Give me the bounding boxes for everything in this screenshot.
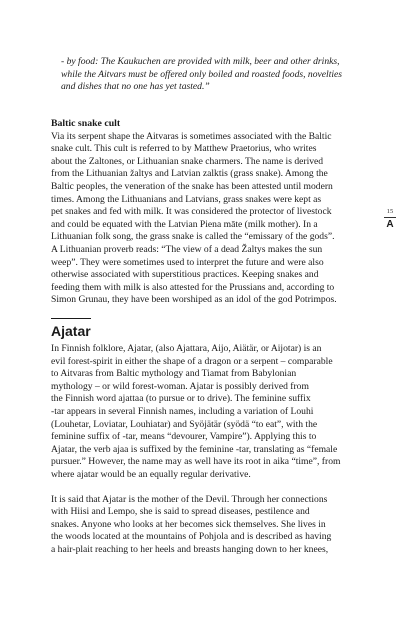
body-line: a hair-plait reaching to her heels and breasts hanging down to her knees, [51, 543, 329, 555]
quote-line: and dishes that no one has yet tasted.” [61, 81, 210, 93]
body-line: Ajatar, the verb ajaa is suffixed by the feminine -tar, translating as “female [51, 443, 338, 455]
body-line: pursuer.” However, the name may as well have its root in aika “time”, from [51, 456, 341, 468]
body-line: the woods located at the mountains of Pohjola and is described as having [51, 531, 332, 543]
body-line: with Hiisi and Lempo, she is said to spread diseases, pestilence and [51, 506, 310, 518]
body-line: weep”. They were sometimes used to interpret the future and were also [51, 256, 324, 268]
snake-cult-section [51, 118, 373, 307]
body-line: evil forest-spirit in either the shape of a dragon or a serpent – comparable [51, 355, 333, 367]
body-line: (Louhetar, Loviatar, Louhiatar) and Syöjätär (syödä “to eat”, with the [51, 418, 318, 430]
body-line: the Finnish word ajattaa (to pursue or to drive). The feminine suffix [51, 393, 311, 405]
body-line: A Lithuanian proverb reads: “The view of a dead Žaltys makes the sun [51, 243, 323, 255]
section-divider [51, 318, 91, 319]
body-line: snakes. Anyone who looks at her becomes sick themselves. She lives in [51, 518, 326, 530]
page-number: 15 [386, 208, 394, 215]
ajatar-title: Ajatar [51, 323, 91, 339]
snake-cult-heading: Baltic snake cult [51, 118, 121, 129]
body-line: where ajatar would be an equally regular derivative. [51, 468, 251, 480]
body-line: -tar appears in several Finnish names, including a variation of Louhi [51, 405, 314, 417]
body-line: In Finnish folklore, Ajatar, (also Ajattara, Aijo, Aiätär, or Aijotar) is an [51, 343, 322, 354]
body-line: otherwise associated with superstitious practices. Keeping snakes and [51, 269, 319, 281]
quote-block [61, 56, 373, 94]
body-line: feminine suffix of -tar, means “devourer, Vampire”). Applying this to [51, 431, 317, 443]
thumb-divider [384, 217, 396, 218]
body-line: feeding them with milk is also attested for the Prussians and, according to [51, 281, 335, 293]
body-line: mythology – or wild forest-woman. Ajatar is possibly derived from [51, 380, 309, 392]
body-line: It is said that Ajatar is the mother of the Devil. Through her connections [51, 493, 328, 505]
body-line: from the Lithuanian žaltys and Latvian zalktis (grass snake). Among the [51, 168, 328, 180]
body-line: to Aitvaras from Baltic mythology and Tiamat from Babylonian [51, 368, 297, 380]
ajatar-paragraph-1 [51, 343, 373, 482]
body-line: and could be equated with the Latvian Piena māte (milk mother). In a [51, 218, 318, 230]
body-line: pet snakes and fed with milk. It was considered the protector of livestock [51, 206, 332, 218]
thumb-index [383, 208, 397, 230]
body-line: Baltic peoples, the veneration of the snake has been attested until modern [51, 180, 333, 192]
quote-line: while the Aitvars must be offered only boiled and roasted foods, novelties [61, 68, 343, 80]
body-line: times. Among the Lithuanians and Latvians, grass snakes were kept as [51, 193, 322, 205]
ajatar-paragraph-2 [51, 494, 373, 557]
ajatar-section [51, 343, 373, 557]
body-line: Simon Grunau, they have been worshiped as an idol of the god Potrimpos. [51, 294, 337, 306]
body-line: Lithuanian folk song, the grass snake is called the “emissary of the gods”. [51, 231, 335, 243]
body-line: Via its serpent shape the Aitvaras is sometimes associated with the Baltic [51, 130, 332, 142]
body-line: about the Zaltones, or Lithuanian snake charmers. The name is derived [51, 155, 324, 167]
quote-line: - by food: The Kaukuchen are provided with milk, beer and other drinks, [61, 56, 340, 67]
body-line: snake cult. This cult is referred to by Matthew Praetorius, who writes [51, 143, 317, 155]
section-letter: A [386, 219, 394, 230]
